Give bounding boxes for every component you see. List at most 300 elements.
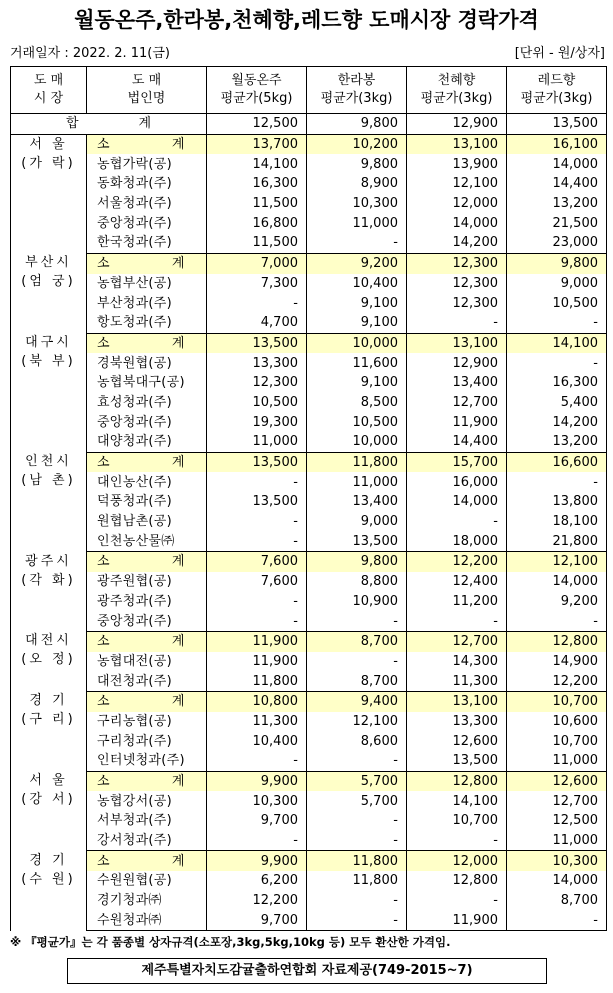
price-value: - xyxy=(507,611,607,631)
firm-name: 부산청과(주) xyxy=(87,293,207,313)
firm-name: 강서청과(주) xyxy=(87,831,207,851)
firm-name: 중앙청과(주) xyxy=(87,611,207,631)
price-value: 14,200 xyxy=(507,412,607,432)
price-value: 13,200 xyxy=(507,432,607,452)
subtotal-label-text: 소 xyxy=(97,634,110,650)
price-value: 8,700 xyxy=(507,891,607,911)
firm-row xyxy=(11,592,607,612)
region-cell xyxy=(11,691,87,771)
price-value: 10,300 xyxy=(207,791,307,811)
subtotal-value: 11,800 xyxy=(307,452,407,472)
firm-name: 대인농산(주) xyxy=(87,472,207,492)
price-value: 14,200 xyxy=(407,233,507,253)
price-value: 14,100 xyxy=(407,791,507,811)
subtotal-label xyxy=(87,552,207,572)
header-firm xyxy=(87,67,207,114)
header-product-unit: 평균가(3kg) xyxy=(420,91,493,106)
subtotal-value: 12,000 xyxy=(407,851,507,871)
header-market-line1: 도 매 xyxy=(33,73,64,88)
price-value: 13,500 xyxy=(307,531,407,551)
price-value: 11,900 xyxy=(207,652,307,672)
subtotal-value: 11,900 xyxy=(207,631,307,651)
price-value: 16,800 xyxy=(207,213,307,233)
firm-row xyxy=(11,611,607,631)
price-value: - xyxy=(207,512,307,532)
subtotal-label-text: 소 xyxy=(97,774,110,790)
subtotal-label-text: 소 xyxy=(97,554,110,570)
header-product-1 xyxy=(207,67,307,114)
price-value: - xyxy=(507,472,607,492)
subtotal-value: 9,900 xyxy=(207,851,307,871)
price-value: 11,500 xyxy=(207,233,307,253)
firm-row xyxy=(11,432,607,452)
price-value: 18,000 xyxy=(407,531,507,551)
price-value: 7,300 xyxy=(207,274,307,294)
subtotal-value: 13,100 xyxy=(407,134,507,154)
subtotal-label xyxy=(87,691,207,711)
price-value: 14,400 xyxy=(507,174,607,194)
subtotal-value: 12,800 xyxy=(507,631,607,651)
price-value: 12,100 xyxy=(307,712,407,732)
header-product-unit: 평균가(5kg) xyxy=(220,91,293,106)
subtotal-label xyxy=(87,452,207,472)
price-value: - xyxy=(207,293,307,313)
subtotal-label-text: 소 xyxy=(97,256,110,272)
price-value: 10,300 xyxy=(307,194,407,214)
firm-row xyxy=(11,671,607,691)
header-product-3 xyxy=(407,67,507,114)
price-value: 9,200 xyxy=(507,592,607,612)
price-value: 14,100 xyxy=(207,154,307,174)
price-value: 10,000 xyxy=(307,432,407,452)
price-value: 16,000 xyxy=(407,472,507,492)
subtotal-value: 15,700 xyxy=(407,452,507,472)
price-value: 18,100 xyxy=(507,512,607,532)
price-value: 10,500 xyxy=(507,293,607,313)
firm-row xyxy=(11,154,607,174)
region-district: (남 촌) xyxy=(21,473,76,489)
subtotal-value: 13,500 xyxy=(207,333,307,353)
subtotal-label xyxy=(87,253,207,273)
price-value: 9,700 xyxy=(207,911,307,931)
firm-row xyxy=(11,293,607,313)
region-district: (수 원) xyxy=(21,871,76,887)
firm-row xyxy=(11,871,607,891)
subtotal-label xyxy=(87,771,207,791)
subtotal-value: 9,400 xyxy=(307,691,407,711)
price-value: 13,200 xyxy=(507,194,607,214)
subtotal-row xyxy=(11,691,607,711)
firm-name: 인터넷청과(주) xyxy=(87,751,207,771)
header-product-2 xyxy=(307,67,407,114)
subtotal-value: 7,000 xyxy=(207,253,307,273)
price-value: 11,000 xyxy=(507,751,607,771)
firm-name: 경기청과㈜ xyxy=(87,891,207,911)
price-value: - xyxy=(207,751,307,771)
price-value: 9,800 xyxy=(307,154,407,174)
region-cell xyxy=(11,851,87,931)
firm-row xyxy=(11,194,607,214)
subtotal-label-text: 소 xyxy=(97,335,110,351)
subtotal-label-text: 소 xyxy=(97,694,110,710)
firm-name: 항도청과(주) xyxy=(87,313,207,333)
price-value: 21,500 xyxy=(507,213,607,233)
subtotal-value: 9,200 xyxy=(307,253,407,273)
price-value: 13,900 xyxy=(407,154,507,174)
price-value: - xyxy=(207,831,307,851)
header-market-line2: 시 장 xyxy=(33,91,64,106)
subtotal-label-text2: 계 xyxy=(171,774,185,790)
price-value: 11,800 xyxy=(207,671,307,691)
region-name: 경 기 xyxy=(29,693,68,709)
subtotal-label-text2: 계 xyxy=(171,853,185,869)
price-value: 14,000 xyxy=(507,871,607,891)
subtotal-row xyxy=(11,253,607,273)
firm-name: 농협강서(공) xyxy=(87,791,207,811)
subtotal-value: 10,200 xyxy=(307,134,407,154)
price-value: 12,900 xyxy=(407,353,507,373)
header-product-name: 천혜향 xyxy=(437,73,476,88)
subtotal-label-text: 소 xyxy=(97,137,110,153)
price-table-body xyxy=(11,67,607,931)
price-value: 11,000 xyxy=(307,213,407,233)
region-cell xyxy=(11,771,87,851)
firm-name: 농협부산(공) xyxy=(87,274,207,294)
subtotal-value: 12,200 xyxy=(407,552,507,572)
subtotal-value: 9,900 xyxy=(207,771,307,791)
price-value: 12,500 xyxy=(507,811,607,831)
subtotal-value: 10,800 xyxy=(207,691,307,711)
price-value: - xyxy=(407,891,507,911)
price-value: 8,600 xyxy=(307,731,407,751)
price-value: - xyxy=(207,611,307,631)
firm-name: 농협대전(공) xyxy=(87,652,207,672)
header-product-name: 레드향 xyxy=(537,73,576,88)
price-value: - xyxy=(207,531,307,551)
subtotal-value: 16,100 xyxy=(507,134,607,154)
price-value: - xyxy=(307,233,407,253)
price-value: 13,800 xyxy=(507,492,607,512)
region-district: (엄 궁) xyxy=(21,274,76,290)
firm-row xyxy=(11,791,607,811)
subtotal-value: 7,600 xyxy=(207,552,307,572)
header-product-4 xyxy=(507,67,607,114)
firm-name: 대전청과(주) xyxy=(87,671,207,691)
firm-name: 수원청과㈜ xyxy=(87,911,207,931)
firm-name: 인천농산물㈜ xyxy=(87,531,207,551)
price-value: - xyxy=(407,611,507,631)
firm-name: 구리청과(주) xyxy=(87,731,207,751)
price-value: 12,400 xyxy=(407,572,507,592)
header-product-name: 월동온주 xyxy=(231,73,282,88)
price-value: 12,000 xyxy=(407,194,507,214)
price-value: 12,200 xyxy=(507,671,607,691)
price-value: 11,500 xyxy=(207,194,307,214)
price-value: 16,300 xyxy=(207,174,307,194)
price-value: - xyxy=(407,831,507,851)
subtotal-value: 5,700 xyxy=(307,771,407,791)
region-cell xyxy=(11,452,87,551)
price-value: 8,800 xyxy=(307,572,407,592)
price-table xyxy=(10,66,607,931)
firm-row xyxy=(11,353,607,373)
region-name: 광주시 xyxy=(25,553,72,569)
region-district: (강 서) xyxy=(21,792,76,808)
price-value: 11,000 xyxy=(507,831,607,851)
price-value: 19,300 xyxy=(207,412,307,432)
subtotal-value: 10,300 xyxy=(507,851,607,871)
firm-name: 중앙청과(주) xyxy=(87,412,207,432)
subtotal-label xyxy=(87,134,207,154)
subtotal-label xyxy=(87,333,207,353)
firm-name: 원협남촌(공) xyxy=(87,512,207,532)
subtotal-label xyxy=(87,851,207,871)
header-product-unit: 평균가(3kg) xyxy=(320,91,393,106)
firm-row xyxy=(11,572,607,592)
price-value: 12,300 xyxy=(407,274,507,294)
price-value: 9,100 xyxy=(307,313,407,333)
price-value: 12,800 xyxy=(407,871,507,891)
price-value: 14,300 xyxy=(407,652,507,672)
subtotal-value: 12,700 xyxy=(407,631,507,651)
price-value: - xyxy=(407,313,507,333)
price-value: 12,200 xyxy=(207,891,307,911)
price-value: 11,900 xyxy=(407,911,507,931)
total-row xyxy=(11,114,607,135)
unit-label: [단위 - 원/상자] xyxy=(514,46,605,61)
price-value: - xyxy=(507,313,607,333)
total-label-text2: 계 xyxy=(138,116,152,132)
firm-row xyxy=(11,731,607,751)
price-value: - xyxy=(407,512,507,532)
header-product-unit: 평균가(3kg) xyxy=(520,91,593,106)
subtotal-value: 8,700 xyxy=(307,631,407,651)
region-district: (오 정) xyxy=(21,652,76,668)
firm-name: 한국청과(주) xyxy=(87,233,207,253)
subtotal-label-text: 소 xyxy=(97,853,110,869)
price-value: - xyxy=(307,831,407,851)
subtotal-row xyxy=(11,631,607,651)
subtotal-value: 10,000 xyxy=(307,333,407,353)
price-value: 16,300 xyxy=(507,373,607,393)
price-value: 10,900 xyxy=(307,592,407,612)
price-value: 12,700 xyxy=(507,791,607,811)
header-product-name: 한라봉 xyxy=(337,73,376,88)
region-name: 서 울 xyxy=(29,773,68,789)
firm-row xyxy=(11,911,607,931)
total-value: 9,800 xyxy=(307,114,407,135)
subtotal-value: 12,800 xyxy=(407,771,507,791)
source-box: 제주특별자치도감귤출하연합회 자료제공(749-2015~7) xyxy=(67,958,547,984)
price-value: - xyxy=(207,472,307,492)
price-value: 7,600 xyxy=(207,572,307,592)
region-name: 서 울 xyxy=(29,136,68,152)
firm-row xyxy=(11,652,607,672)
price-value: 10,500 xyxy=(307,412,407,432)
firm-row xyxy=(11,393,607,413)
page-title: 월동온주,한라봉,천혜향,레드향 도매시장 경락가격 xyxy=(74,8,539,32)
price-value: 4,700 xyxy=(207,313,307,333)
header-row xyxy=(11,67,607,114)
price-value: - xyxy=(307,891,407,911)
subtotal-value: 13,100 xyxy=(407,691,507,711)
firm-row xyxy=(11,712,607,732)
total-value: 13,500 xyxy=(507,114,607,135)
subtotal-label-text: 소 xyxy=(97,455,110,471)
price-value: 9,700 xyxy=(207,811,307,831)
subtotal-value: 13,500 xyxy=(207,452,307,472)
price-value: 11,300 xyxy=(207,712,307,732)
price-value: 14,000 xyxy=(507,154,607,174)
region-name: 대전시 xyxy=(25,633,72,649)
firm-row xyxy=(11,751,607,771)
firm-row xyxy=(11,373,607,393)
price-value: 8,900 xyxy=(307,174,407,194)
price-value: 14,000 xyxy=(407,213,507,233)
price-value: 14,400 xyxy=(407,432,507,452)
price-value: - xyxy=(307,811,407,831)
trade-date: 거래일자 : 2022. 2. 11(금) xyxy=(10,46,171,61)
price-value: - xyxy=(307,751,407,771)
total-label-text: 합 xyxy=(65,116,79,132)
firm-name: 광주청과(주) xyxy=(87,592,207,612)
subtotal-row xyxy=(11,452,607,472)
subtotal-value: 12,600 xyxy=(507,771,607,791)
firm-name: 서울청과(주) xyxy=(87,194,207,214)
subtotal-value: 9,800 xyxy=(307,552,407,572)
price-value: - xyxy=(307,652,407,672)
footnote: ※ 『평균가』는 각 품종별 상자규격(소포장,3kg,5kg,10kg 등) 모두 환산한 가격임. xyxy=(10,935,451,949)
price-value: 13,300 xyxy=(207,353,307,373)
price-value: 14,900 xyxy=(507,652,607,672)
subtotal-row xyxy=(11,134,607,154)
subtotal-value: 13,100 xyxy=(407,333,507,353)
price-value: 9,100 xyxy=(307,373,407,393)
subtotal-value: 10,700 xyxy=(507,691,607,711)
price-value: 12,300 xyxy=(207,373,307,393)
subtotal-label xyxy=(87,631,207,651)
price-value: 9,000 xyxy=(507,274,607,294)
price-value: 11,900 xyxy=(407,412,507,432)
total-label xyxy=(11,114,207,135)
subtotal-value: 13,700 xyxy=(207,134,307,154)
header-firm-line1: 도 매 xyxy=(131,73,162,88)
price-value: 5,400 xyxy=(507,393,607,413)
firm-row xyxy=(11,492,607,512)
price-value: 11,200 xyxy=(407,592,507,612)
firm-row xyxy=(11,233,607,253)
region-cell xyxy=(11,552,87,632)
region-cell xyxy=(11,134,87,253)
price-value: 12,100 xyxy=(407,174,507,194)
subtotal-label-text2: 계 xyxy=(171,335,185,351)
subtotal-row xyxy=(11,552,607,572)
meta-bar xyxy=(10,42,605,62)
price-value: 10,400 xyxy=(207,731,307,751)
price-value: 11,600 xyxy=(307,353,407,373)
price-value: 5,700 xyxy=(307,791,407,811)
subtotal-label-text2: 계 xyxy=(171,455,185,471)
price-value: 11,000 xyxy=(207,432,307,452)
price-value: 10,600 xyxy=(507,712,607,732)
firm-row xyxy=(11,811,607,831)
subtotal-row xyxy=(11,333,607,353)
total-value: 12,500 xyxy=(207,114,307,135)
firm-name: 농협가락(공) xyxy=(87,154,207,174)
region-district: (각 화) xyxy=(21,572,76,588)
price-value: 6,200 xyxy=(207,871,307,891)
price-value: 10,700 xyxy=(407,811,507,831)
price-value: 13,500 xyxy=(407,751,507,771)
subtotal-row xyxy=(11,851,607,871)
firm-row xyxy=(11,472,607,492)
region-cell xyxy=(11,253,87,333)
price-value: 12,600 xyxy=(407,731,507,751)
firm-name: 동화청과(주) xyxy=(87,174,207,194)
firm-name: 서부청과(주) xyxy=(87,811,207,831)
header-firm-line2: 법인명 xyxy=(127,91,166,106)
subtotal-label-text2: 계 xyxy=(171,634,185,650)
price-value: 11,000 xyxy=(307,472,407,492)
firm-row xyxy=(11,174,607,194)
subtotal-label-text2: 계 xyxy=(171,554,185,570)
firm-name: 중앙청과(주) xyxy=(87,213,207,233)
price-value: 13,300 xyxy=(407,712,507,732)
firm-name: 광주원협(공) xyxy=(87,572,207,592)
subtotal-label-text2: 계 xyxy=(171,256,185,272)
subtotal-value: 16,600 xyxy=(507,452,607,472)
price-value: 10,700 xyxy=(507,731,607,751)
firm-row xyxy=(11,512,607,532)
subtotal-value: 11,800 xyxy=(307,851,407,871)
price-value: 21,800 xyxy=(507,531,607,551)
subtotal-value: 12,300 xyxy=(407,253,507,273)
price-value: - xyxy=(307,911,407,931)
price-value: 10,400 xyxy=(307,274,407,294)
price-value: 13,400 xyxy=(407,373,507,393)
price-value: 8,500 xyxy=(307,393,407,413)
price-value: - xyxy=(507,353,607,373)
price-value: 14,000 xyxy=(407,492,507,512)
subtotal-label-text2: 계 xyxy=(171,694,185,710)
region-name: 경 기 xyxy=(29,852,68,868)
subtotal-value: 14,100 xyxy=(507,333,607,353)
price-value: 14,000 xyxy=(507,572,607,592)
price-value: 13,400 xyxy=(307,492,407,512)
price-value: 9,100 xyxy=(307,293,407,313)
subtotal-row xyxy=(11,771,607,791)
subtotal-value: 12,100 xyxy=(507,552,607,572)
firm-name: 경북원협(공) xyxy=(87,353,207,373)
firm-name: 덕풍청과(주) xyxy=(87,492,207,512)
price-value: 9,000 xyxy=(307,512,407,532)
firm-name: 수원원협(공) xyxy=(87,871,207,891)
firm-row xyxy=(11,313,607,333)
price-value: 13,500 xyxy=(207,492,307,512)
firm-row xyxy=(11,412,607,432)
firm-row xyxy=(11,213,607,233)
firm-row xyxy=(11,831,607,851)
price-value: 11,800 xyxy=(307,871,407,891)
firm-row xyxy=(11,274,607,294)
region-name: 대구시 xyxy=(25,335,72,351)
price-value: 11,300 xyxy=(407,671,507,691)
firm-name: 대양청과(주) xyxy=(87,432,207,452)
subtotal-label-text2: 계 xyxy=(171,137,185,153)
region-district: (북 부) xyxy=(21,354,76,370)
region-cell xyxy=(11,631,87,691)
region-district: (구 리) xyxy=(21,712,76,728)
